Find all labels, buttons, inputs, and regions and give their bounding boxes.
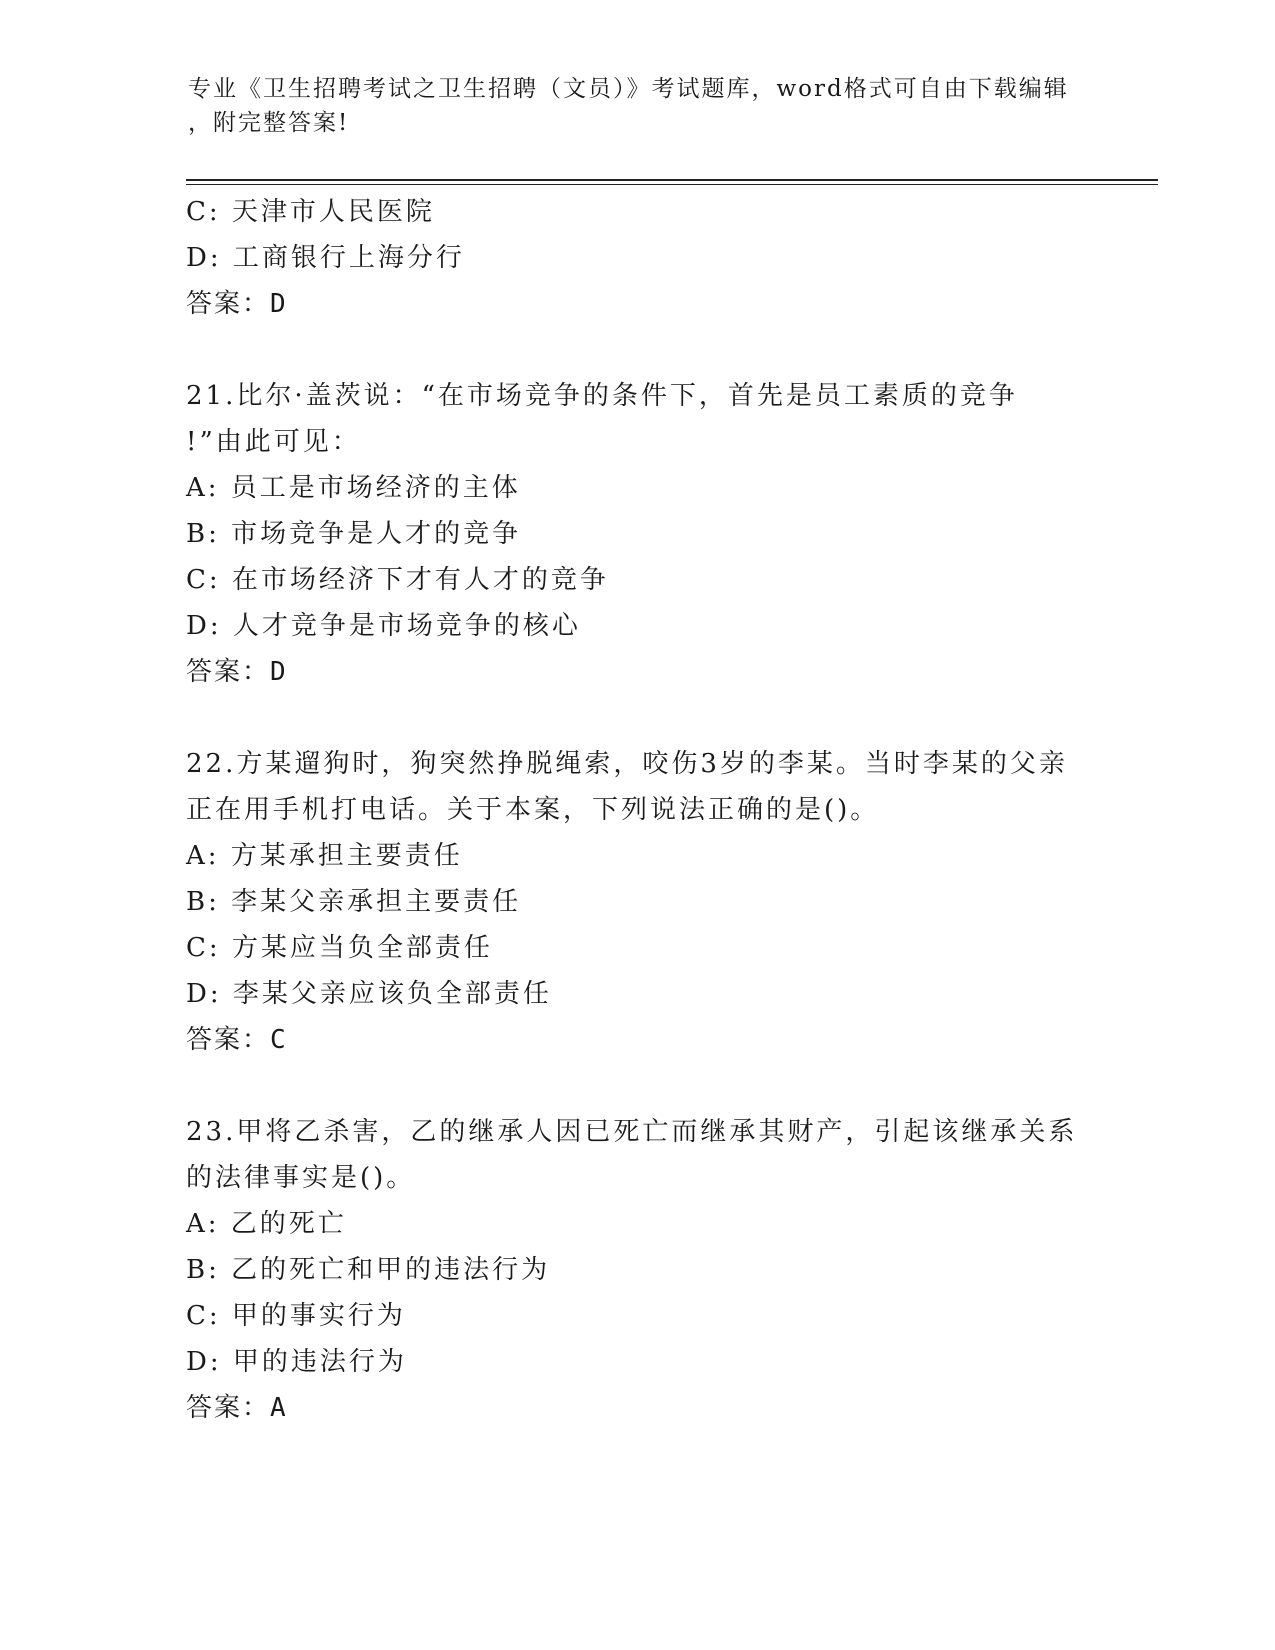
answer-value: D — [270, 657, 288, 687]
option-c: C: 方某应当负全部责任 — [186, 933, 493, 963]
answer-value: A — [270, 1393, 288, 1423]
answer-label: 答案： — [186, 1025, 271, 1055]
answer-line — [186, 281, 1116, 327]
answer-line — [186, 1017, 1116, 1063]
option-a: A: 方某承担主要责任 — [186, 841, 463, 871]
header-title-line-2: ，附完整答案! — [188, 110, 350, 136]
option-b: B: 市场竞争是人才的竞争 — [186, 519, 522, 549]
option-a: A: 乙的死亡 — [186, 1209, 347, 1239]
option-c: C: 甲的事实行为 — [186, 1301, 406, 1331]
header-divider — [186, 179, 1158, 185]
answer-value: C — [270, 1025, 288, 1055]
option-d: D: 人才竞争是市场竞争的核心 — [186, 611, 581, 641]
question-list — [186, 189, 1116, 1431]
answer-label: 答案： — [186, 1393, 271, 1423]
question-23 — [186, 1109, 1116, 1431]
option-a: A: 员工是市场经济的主体 — [186, 473, 521, 503]
answer-label: 答案： — [186, 289, 271, 319]
question-21 — [186, 373, 1116, 695]
question-stem-line-2: 正在用手机打电话。关于本案，下列说法正确的是()。 — [186, 795, 880, 825]
option-b: B: 李某父亲承担主要责任 — [186, 887, 522, 917]
option-d: D: 工商银行上海分行 — [186, 243, 465, 273]
question-stem-line-1: 22.方某遛狗时，狗突然挣脱绳索，咬伤3岁的李某。当时李某的父亲 — [186, 749, 1068, 779]
answer-value: D — [270, 289, 288, 319]
option-c: C: 在市场经济下才有人才的竞争 — [186, 565, 609, 595]
option-d: D: 李某父亲应该负全部责任 — [186, 979, 552, 1009]
document-header — [188, 72, 1088, 140]
answer-line — [186, 1385, 1116, 1431]
question-stem-line-1: 21.比尔·盖茨说：“在市场竞争的条件下，首先是员工素质的竞争 — [186, 381, 1018, 411]
prev-question-tail — [186, 189, 1116, 327]
answer-line — [186, 649, 1116, 695]
question-stem-line-2: 的法律事实是()。 — [186, 1163, 416, 1193]
option-c: C: 天津市人民医院 — [186, 197, 435, 227]
option-b: B: 乙的死亡和甲的违法行为 — [186, 1255, 551, 1285]
question-22 — [186, 741, 1116, 1063]
option-d: D: 甲的违法行为 — [186, 1347, 407, 1377]
header-title-line-1: 专业《卫生招聘考试之卫生招聘（文员）》考试题库，word格式可自由下载编辑 — [188, 76, 1069, 102]
question-stem-line-2: !”由此可见： — [186, 427, 361, 457]
question-stem-line-1: 23.甲将乙杀害，乙的继承人因已死亡而继承其财产，引起该继承关系 — [186, 1117, 1078, 1147]
answer-label: 答案： — [186, 657, 271, 687]
